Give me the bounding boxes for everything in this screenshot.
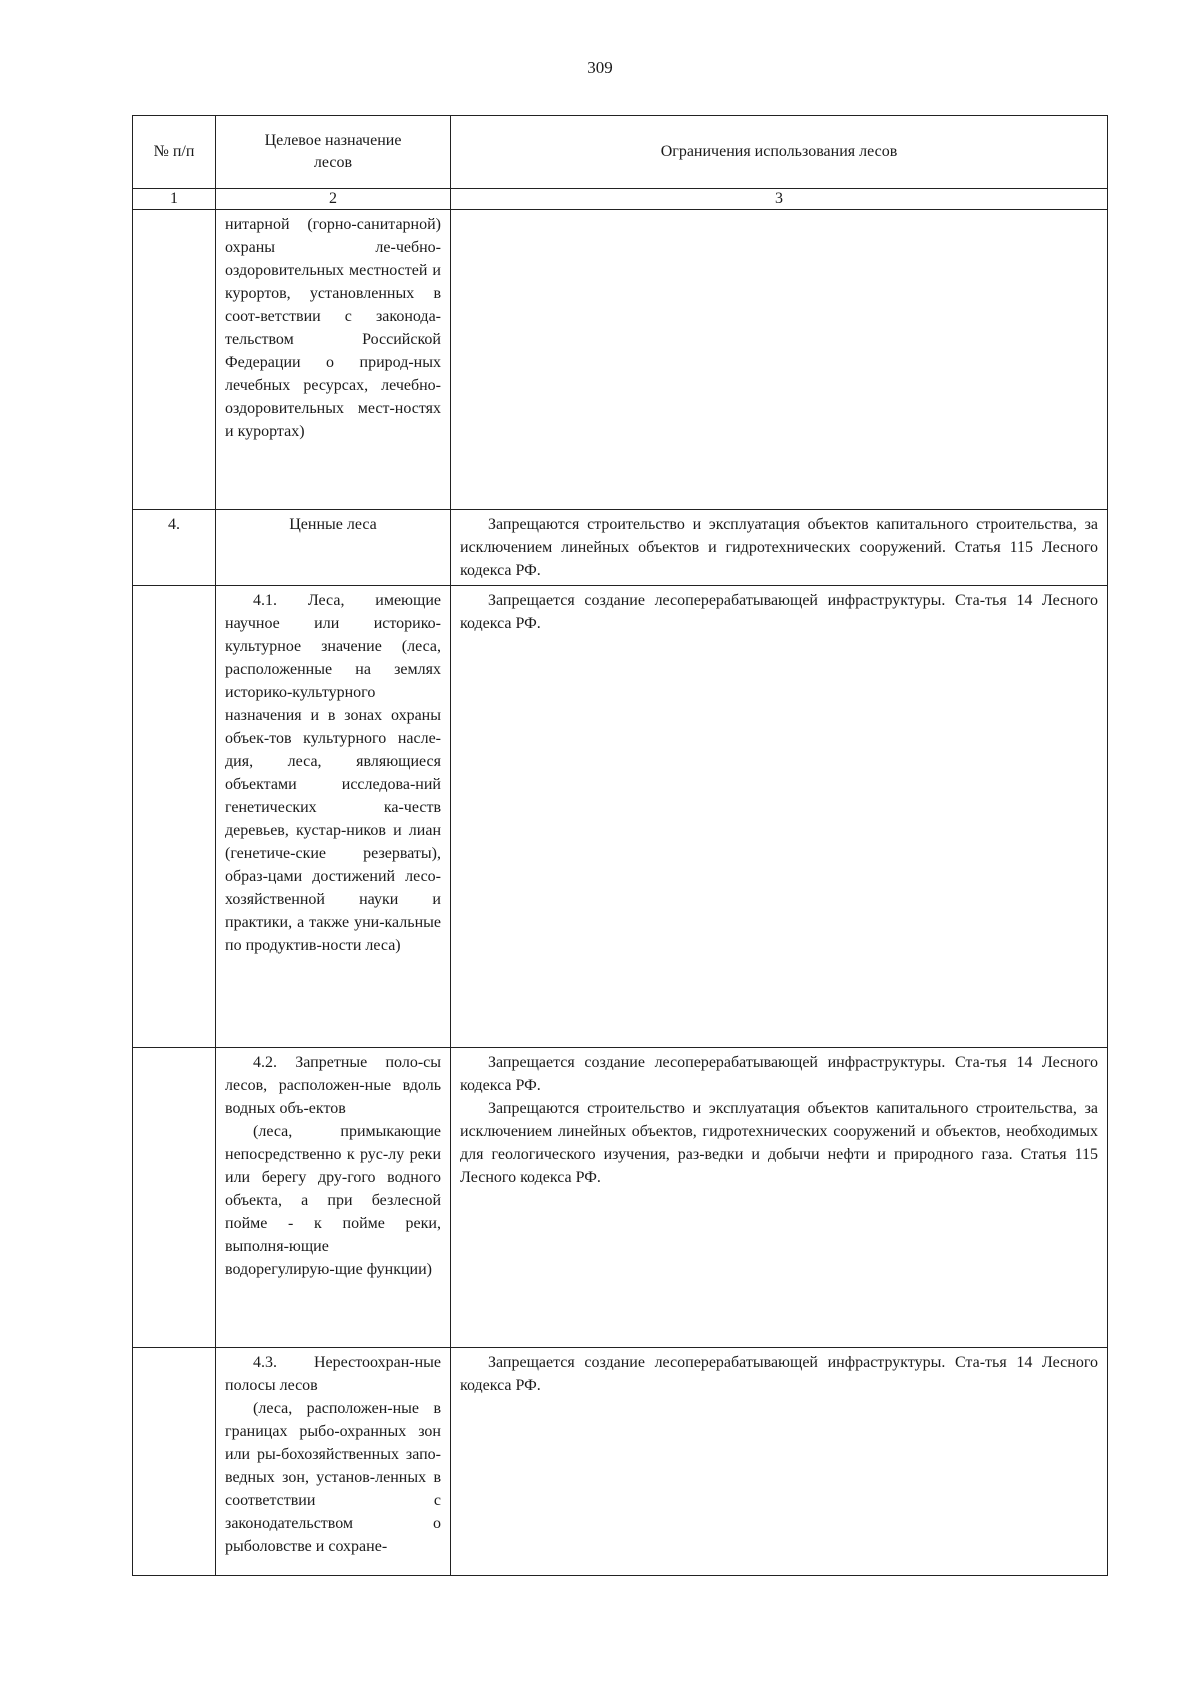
restriction-text: Запрещается создание лесоперерабатывающей инфраструктуры. Ста-тья 14 Лесного кодекса РФ.: [460, 1054, 1098, 1094]
column-number: 2: [216, 189, 451, 210]
row-number: [133, 1348, 216, 1576]
row-number: [133, 586, 216, 1048]
table-header-row: [133, 116, 1108, 189]
row-purpose: [216, 1048, 451, 1348]
row-restrictions: [451, 510, 1108, 586]
header-purpose: [216, 116, 451, 189]
header-num: № п/п: [133, 116, 216, 189]
row-purpose-text: (леса, примыкающие непосредственно к рус-лу реки или берегу дру-гого водного объекта, а при безлесной пойме - к пойме реки, выполня-ющие водорегулирую-щие функции): [225, 1123, 441, 1278]
row-number: [133, 1048, 216, 1348]
row-purpose-title: 4.3. Нерестоохран-ные полосы лесов: [225, 1354, 441, 1394]
header-restrictions: Ограничения использования лесов: [451, 116, 1108, 189]
row-restrictions: [451, 1048, 1108, 1348]
header-purpose-label: Целевое назначение лесов: [264, 132, 402, 171]
column-number: 1: [133, 189, 216, 210]
table-row: [133, 1048, 1108, 1348]
restriction-text: Запрещаются строительство и эксплуатация объектов капитального строительства, за исключением линейных объектов и гидротехнических сооружений. Статья 115 Лесного кодекса РФ.: [460, 516, 1098, 579]
row-purpose-text: (леса, расположен-ные в границах рыбо-охранных зон или ры-бохозяйственных запо-ведных зон, установ-ленных в соответствии с законодательством о рыболовстве и сохране-: [225, 1400, 441, 1555]
row-restrictions: [451, 210, 1108, 510]
forest-restrictions-table: [132, 115, 1108, 1576]
row-purpose: [216, 586, 451, 1048]
row-purpose: Ценные леса: [216, 510, 451, 586]
table-row: [133, 586, 1108, 1048]
restriction-text: Запрещаются строительство и эксплуатация объектов капитального строительства, за исключением линейных объектов, гидротехнических сооружений и объектов, необходимых для геологического изучения, раз-ведки и добычи нефти и природного газа. Статья 115 Лесного кодекса РФ.: [460, 1100, 1098, 1186]
row-purpose: [216, 1348, 451, 1576]
row-purpose-title: 4.2. Запретные поло-сы лесов, расположен-ные вдоль водных объ-ектов: [225, 1054, 441, 1117]
row-number: [133, 210, 216, 510]
table-row: [133, 210, 1108, 510]
row-restrictions: [451, 1348, 1108, 1576]
table-row: [133, 1348, 1108, 1576]
row-purpose-text: 4.1. Леса, имеющие научное или историко-культурное значение (леса, расположенные на землях историко-культурного назначения и в зонах охраны объек-тов культурного насле-дия, леса, являющиеся объектами исследова-ний генетических ка-честв деревьев, кустар-ников и лиан (генетиче-ские резерваты), образ-цами достижений лесо-хозяйственной науки и практики, а также уни-кальные по продуктив-ности леса): [225, 592, 441, 954]
row-restrictions: [451, 586, 1108, 1048]
table-row: [133, 510, 1108, 586]
row-purpose: нитарной (горно-санитарной) охраны ле-чебно-оздоровительных местностей и курортов, установленных в соот-ветствии с законода-тельством Российской Федерации о природ-ных лечебных ресурсах, лечебно-оздоровительных мест-ностях и курортах): [216, 210, 451, 510]
restriction-text: Запрещается создание лесоперерабатывающей инфраструктуры. Ста-тья 14 Лесного кодекса РФ.: [460, 592, 1098, 632]
page-number: 309: [587, 58, 613, 77]
column-numbers-row: [133, 189, 1108, 210]
column-number: 3: [451, 189, 1108, 210]
restriction-text: Запрещается создание лесоперерабатывающей инфраструктуры. Ста-тья 14 Лесного кодекса РФ.: [460, 1354, 1098, 1394]
row-number: 4.: [133, 510, 216, 586]
